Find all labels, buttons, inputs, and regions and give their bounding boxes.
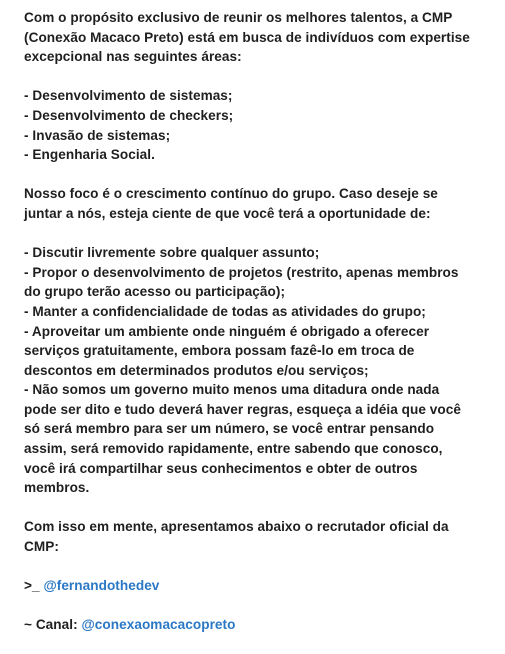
list-item: - Engenharia Social.: [24, 147, 155, 163]
list-item: - Invasão de sistemas;: [24, 127, 171, 143]
recruiter-mention-line: [24, 576, 490, 596]
recruiter-line: [24, 576, 490, 596]
channel-mention-line: [24, 615, 490, 635]
text-line: Com isso em mente, apresentamos abaixo o recrutador oficial da: [24, 519, 449, 535]
list-item: - Discutir livremente sobre qualquer assunto;: [24, 245, 320, 261]
text-line: excepcional nas seguintes áreas:: [24, 49, 242, 65]
text-line: CMP:: [24, 539, 59, 555]
paragraph-gap: [24, 224, 490, 244]
channel-label: ~ Canal:: [24, 617, 82, 633]
paragraph-gap: [24, 498, 490, 518]
paragraph-gap: [24, 557, 490, 577]
paragraph-gap: [24, 67, 490, 87]
list-item: assim, será removido rapidamente, entre sabendo que conosco,: [24, 441, 443, 457]
list-item: serviços gratuitamente, embora possam fazê-lo em troca de: [24, 343, 415, 359]
list-item: só será membro para ser um número, se você entrar pensando: [24, 421, 435, 437]
opportunities-list: [24, 243, 490, 498]
recruiter-paragraph: [24, 517, 490, 556]
channel-line: [24, 615, 490, 635]
message-body: [24, 8, 490, 635]
text-line: juntar a nós, esteja ciente de que você terá a oportunidade de:: [24, 205, 431, 221]
text-line: Nosso foco é o crescimento contínuo do grupo. Caso deseje se: [24, 186, 438, 202]
text-line: Com o propósito exclusivo de reunir os melhores talentos, a CMP: [24, 10, 453, 25]
list-item: - Não somos um governo muito menos uma ditadura onde nada: [24, 382, 440, 398]
list-item: você irá compartilhar seus conhecimentos e obter de outros: [24, 460, 418, 476]
channel-mention-link[interactable]: @conexaomacacopreto: [81, 617, 236, 633]
list-item: - Propor o desenvolvimento de projetos (restrito, apenas membros: [24, 264, 459, 280]
list-item: descontos em determinados produtos e/ou serviços;: [24, 362, 369, 378]
areas-list: [24, 86, 490, 164]
list-item: - Aproveitar um ambiente onde ninguém é obrigado a oferecer: [24, 323, 430, 339]
list-item: do grupo terão acesso ou participação);: [24, 284, 286, 300]
list-item: - Desenvolvimento de checkers;: [24, 107, 234, 123]
terminal-prompt: >_: [24, 578, 44, 594]
paragraph-gap: [24, 165, 490, 185]
recruiter-mention-link[interactable]: @fernandothedev: [43, 578, 160, 594]
list-item: pode ser dito e tudo deverá haver regras, esqueça a idéia que você: [24, 401, 461, 417]
focus-paragraph: [24, 184, 490, 223]
list-item: - Manter a confidencialidade de todas as atividades do grupo;: [24, 303, 426, 319]
list-item: membros.: [24, 480, 90, 496]
intro-paragraph: [24, 8, 490, 67]
list-item: - Desenvolvimento de sistemas;: [24, 88, 233, 104]
text-line: (Conexão Macaco Preto) está em busca de indivíduos com expertise: [24, 29, 470, 45]
paragraph-gap: [24, 596, 490, 616]
